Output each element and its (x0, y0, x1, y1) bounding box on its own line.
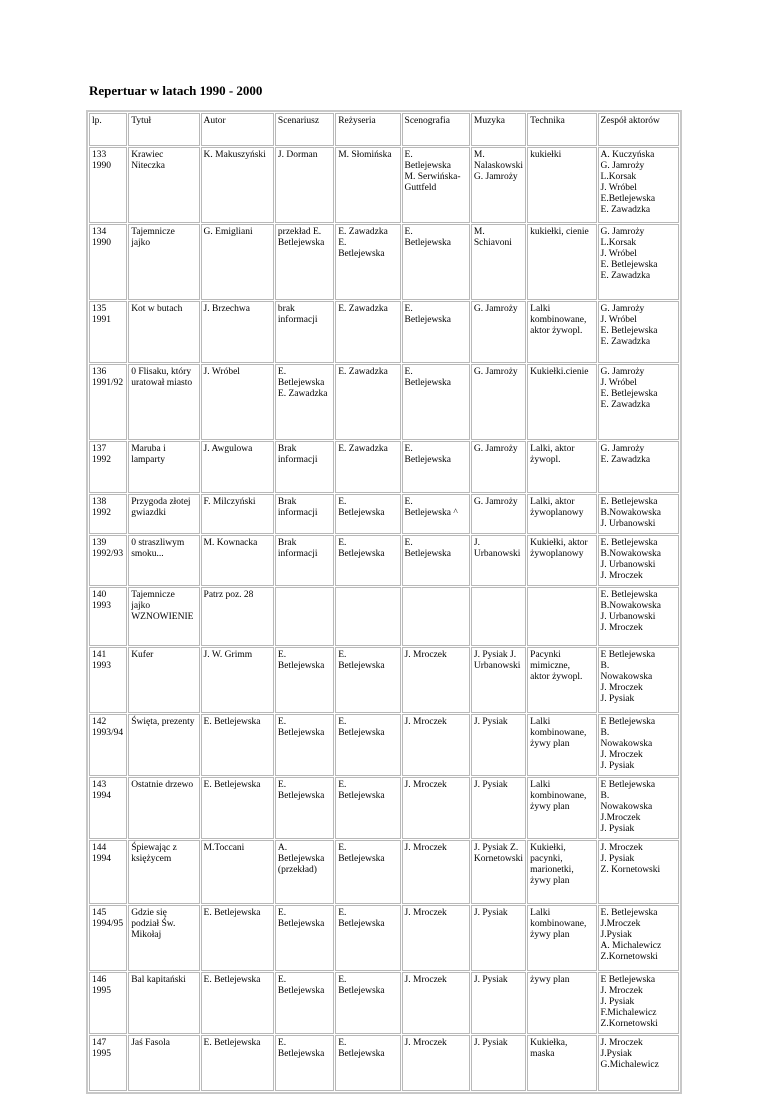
cell-zespol: E Betlejewska B. Nowakowska J. Mroczek J. Pysiak (598, 647, 679, 713)
table-row (89, 364, 679, 440)
column-header-scenografia: Scenografia (402, 113, 470, 146)
cell-tytul: Jaś Fasola (128, 1035, 199, 1091)
cell-rezyseria: E. Betlejewska (335, 777, 400, 839)
cell-scenariusz: E. Betlejewska (275, 972, 334, 1034)
cell-lp: 147 1995 (89, 1035, 127, 1091)
cell-technika: kukiełki (527, 147, 596, 223)
table-row (89, 535, 679, 586)
cell-rezyseria: E. Betlejewska (335, 494, 400, 534)
cell-muzyka: J. Pysiak Z. Kornetowski (471, 840, 526, 904)
cell-tytul: Śpiewając z księżycem (128, 840, 199, 904)
cell-zespol: E. Betlejewska J.Mroczek J.Pysiak A. Michalewicz Z.Kornetowski (598, 905, 679, 971)
cell-scenariusz: E. Betlejewska (275, 905, 334, 971)
cell-autor: E. Betlejewska (201, 714, 274, 776)
cell-muzyka: J. Pysiak (471, 972, 526, 1034)
table-row (89, 147, 679, 223)
cell-autor: E. Betlejewska (201, 905, 274, 971)
cell-tytul: Maruba i lamparty (128, 441, 199, 493)
cell-scenariusz: Brak informacji (275, 441, 334, 493)
cell-scenariusz: E. Betlejewska (275, 777, 334, 839)
cell-autor: M. Kownacka (201, 535, 274, 586)
cell-zespol: E Betlejewska J. Mroczek J. Pysiak F.Michalewicz Z.Kornetowski (598, 972, 679, 1034)
table-header-row (89, 113, 679, 146)
cell-zespol: A. Kuczyńska G. Jamroży L.Korsak J. Wróbel E.Betlejewska E. Zawadzka (598, 147, 679, 223)
cell-tytul: Krawiec Niteczka (128, 147, 199, 223)
cell-lp: 133 1990 (89, 147, 127, 223)
cell-lp: 142 1993/94 (89, 714, 127, 776)
cell-rezyseria: E. Zawadzka (335, 364, 400, 440)
cell-lp: 144 1994 (89, 840, 127, 904)
cell-scenografia: E. Betlejewska (402, 535, 470, 586)
table-row (89, 441, 679, 493)
cell-lp: 136 1991/92 (89, 364, 127, 440)
cell-scenariusz: Brak informacji (275, 535, 334, 586)
cell-scenografia (402, 587, 470, 646)
cell-scenografia: J. Mroczek (402, 840, 470, 904)
table-row (89, 777, 679, 839)
cell-muzyka: G. Jamroży (471, 494, 526, 534)
cell-scenariusz: E. Betlejewska (275, 1035, 334, 1091)
cell-scenografia: E. Betlejewska M. Serwińska- Guttfeld (402, 147, 470, 223)
cell-scenariusz: J. Dorman (275, 147, 334, 223)
cell-tytul: Kot w butach (128, 301, 199, 363)
cell-tytul: Święta, prezenty (128, 714, 199, 776)
cell-zespol: G. Jamroży J. Wróbel E. Betlejewska E. Zawadzka (598, 301, 679, 363)
cell-autor: K. Makuszyński (201, 147, 274, 223)
cell-technika: kukiełki, cienie (527, 224, 596, 300)
cell-lp: 143 1994 (89, 777, 127, 839)
cell-scenografia: J. Mroczek (402, 1035, 470, 1091)
cell-scenariusz: E. Betlejewska E. Zawadzka (275, 364, 334, 440)
cell-technika: Lalki, aktor żywoplanowy (527, 494, 596, 534)
column-header-rezyseria: Reżyseria (335, 113, 400, 146)
table-row (89, 587, 679, 646)
table-row (89, 972, 679, 1034)
cell-autor: J. Brzechwa (201, 301, 274, 363)
cell-zespol: E Betlejewska B. Nowakowska J. Mroczek J. Pysiak (598, 714, 679, 776)
cell-scenografia: E. Betlejewska (402, 301, 470, 363)
cell-tytul: Bal kapitański (128, 972, 199, 1034)
cell-tytul: Przygoda złotej gwiazdki (128, 494, 199, 534)
cell-zespol: E Betlejewska B. Nowakowska J.Mroczek J. Pysiak (598, 777, 679, 839)
column-header-technika: Technika (527, 113, 596, 146)
cell-tytul: Gdzie się podział Św. Mikołaj (128, 905, 199, 971)
cell-technika (527, 587, 596, 646)
cell-autor: J. Wróbel (201, 364, 274, 440)
cell-tytul: 0 Flisaku, który uratował miasto (128, 364, 199, 440)
cell-lp: 137 1992 (89, 441, 127, 493)
cell-rezyseria: M. Słomińska (335, 147, 400, 223)
cell-scenografia: J. Mroczek (402, 714, 470, 776)
cell-muzyka: G. Jamroży (471, 364, 526, 440)
cell-lp: 145 1994/95 (89, 905, 127, 971)
cell-muzyka: J. Pysiak (471, 777, 526, 839)
cell-scenografia: E. Betlejewska ^ (402, 494, 470, 534)
cell-autor: E. Betlejewska (201, 972, 274, 1034)
cell-tytul: Tajemnicze jajko WZNOWIENIE (128, 587, 199, 646)
cell-rezyseria: E. Betlejewska (335, 647, 400, 713)
cell-scenariusz: A. Betlejewska (przekład) (275, 840, 334, 904)
cell-scenariusz (275, 587, 334, 646)
cell-lp: 139 1992/93 (89, 535, 127, 586)
cell-autor: Patrz poz. 28 (201, 587, 274, 646)
cell-autor: J. W. Grimm (201, 647, 274, 713)
table-row (89, 647, 679, 713)
cell-tytul: 0 straszliwym smoku... (128, 535, 199, 586)
cell-muzyka (471, 587, 526, 646)
cell-rezyseria: E. Betlejewska (335, 972, 400, 1034)
repertoire-table (86, 110, 682, 1094)
cell-rezyseria: E. Betlejewska (335, 905, 400, 971)
cell-muzyka: J. Pysiak (471, 1035, 526, 1091)
cell-tytul: Kufer (128, 647, 199, 713)
cell-lp: 138 1992 (89, 494, 127, 534)
cell-muzyka: M. Schiavoni (471, 224, 526, 300)
cell-scenografia: J. Mroczek (402, 972, 470, 1034)
cell-scenariusz: E. Betlejewska (275, 647, 334, 713)
cell-rezyseria: E. Zawadzka (335, 441, 400, 493)
cell-muzyka: J. Pysiak J. Urbanowski (471, 647, 526, 713)
cell-technika: Kukiełki, pacynki, marionetki, żywy plan (527, 840, 596, 904)
column-header-muzyka: Muzyka (471, 113, 526, 146)
cell-rezyseria: E. Betlejewska (335, 714, 400, 776)
column-header-tytul: Tytuł (128, 113, 199, 146)
cell-scenografia: J. Mroczek (402, 905, 470, 971)
cell-scenografia: E. Betlejewska (402, 441, 470, 493)
cell-muzyka: J. Urbanowski (471, 535, 526, 586)
cell-muzyka: G. Jamroży (471, 301, 526, 363)
cell-autor: E. Betlejewska (201, 777, 274, 839)
column-header-scenariusz: Scenariusz (275, 113, 334, 146)
cell-zespol: J. Mroczek J. Pysiak Z. Kornetowski (598, 840, 679, 904)
table-row (89, 301, 679, 363)
cell-technika: Lalki, aktor żywopl. (527, 441, 596, 493)
cell-zespol: E. Betlejewska B.Nowakowska J. Urbanowski J. Mroczek (598, 535, 679, 586)
column-header-zespol: Zespół aktorów (598, 113, 679, 146)
table-row (89, 1035, 679, 1091)
cell-lp: 140 1993 (89, 587, 127, 646)
table-row (89, 494, 679, 534)
column-header-lp: lp. (89, 113, 127, 146)
cell-scenariusz: E. Betlejewska (275, 714, 334, 776)
cell-muzyka: M. Nalaskowski G. Jamroży (471, 147, 526, 223)
table-row (89, 714, 679, 776)
page-title: Repertuar w latach 1990 - 2000 (89, 83, 263, 98)
cell-rezyseria: E. Betlejewska (335, 840, 400, 904)
cell-muzyka: J. Pysiak (471, 905, 526, 971)
cell-technika: Kukiełka, maska (527, 1035, 596, 1091)
cell-zespol: J. Mroczek J.Pysiak G.Michalewicz (598, 1035, 679, 1091)
cell-scenariusz: Brak informacji (275, 494, 334, 534)
cell-scenariusz: brak informacji (275, 301, 334, 363)
cell-rezyseria: E. Betlejewska (335, 535, 400, 586)
cell-zespol: G. Jamroży J. Wróbel E. Betlejewska E. Zawadzka (598, 364, 679, 440)
cell-muzyka: G. Jamroży (471, 441, 526, 493)
cell-technika: Lalki kombinowane, żywy plan (527, 905, 596, 971)
cell-lp: 135 1991 (89, 301, 127, 363)
cell-zespol: G. Jamroży E. Zawadzka (598, 441, 679, 493)
cell-technika: Lalki kombinowane, aktor żywopl. (527, 301, 596, 363)
cell-scenografia: E. Betlejewska (402, 364, 470, 440)
cell-zespol: E. Betlejewska B.Nowakowska J. Urbanowski J. Mroczek (598, 587, 679, 646)
cell-lp: 146 1995 (89, 972, 127, 1034)
cell-rezyseria: E. Zawadzka (335, 301, 400, 363)
cell-technika: Pacynki mimiczne, aktor żywopl. (527, 647, 596, 713)
cell-scenografia: J. Mroczek (402, 647, 470, 713)
cell-autor: F. Milczyński (201, 494, 274, 534)
cell-lp: 141 1993 (89, 647, 127, 713)
table-row (89, 840, 679, 904)
cell-lp: 134 1990 (89, 224, 127, 300)
cell-technika: Lalki kombinowane, żywy plan (527, 777, 596, 839)
table-row (89, 905, 679, 971)
cell-technika: Kukiełki, aktor żywoplanowy (527, 535, 596, 586)
cell-scenariusz: przekład E. Betlejewska (275, 224, 334, 300)
column-header-autor: Autor (201, 113, 274, 146)
cell-rezyseria (335, 587, 400, 646)
cell-technika: Lalki kombinowane, żywy plan (527, 714, 596, 776)
cell-autor: G. Emigliani (201, 224, 274, 300)
cell-rezyseria: E. Zawadzka E. Betlejewska (335, 224, 400, 300)
cell-rezyseria: E. Betlejewska (335, 1035, 400, 1091)
cell-scenografia: E. Betlejewska (402, 224, 470, 300)
cell-zespol: G. Jamroży L.Korsak J. Wróbel E. Betlejewska E. Zawadzka (598, 224, 679, 300)
cell-autor: M.Toccani (201, 840, 274, 904)
cell-zespol: E. Betlejewska B.Nowakowska J. Urbanowski (598, 494, 679, 534)
cell-technika: Kukiełki.cienie (527, 364, 596, 440)
cell-autor: E. Betlejewska (201, 1035, 274, 1091)
cell-muzyka: J. Pysiak (471, 714, 526, 776)
cell-autor: J. Awgulowa (201, 441, 274, 493)
cell-tytul: Tajemnicze jajko (128, 224, 199, 300)
cell-technika: żywy plan (527, 972, 596, 1034)
cell-tytul: Ostatnie drzewo (128, 777, 199, 839)
cell-scenografia: J. Mroczek (402, 777, 470, 839)
table-row (89, 224, 679, 300)
